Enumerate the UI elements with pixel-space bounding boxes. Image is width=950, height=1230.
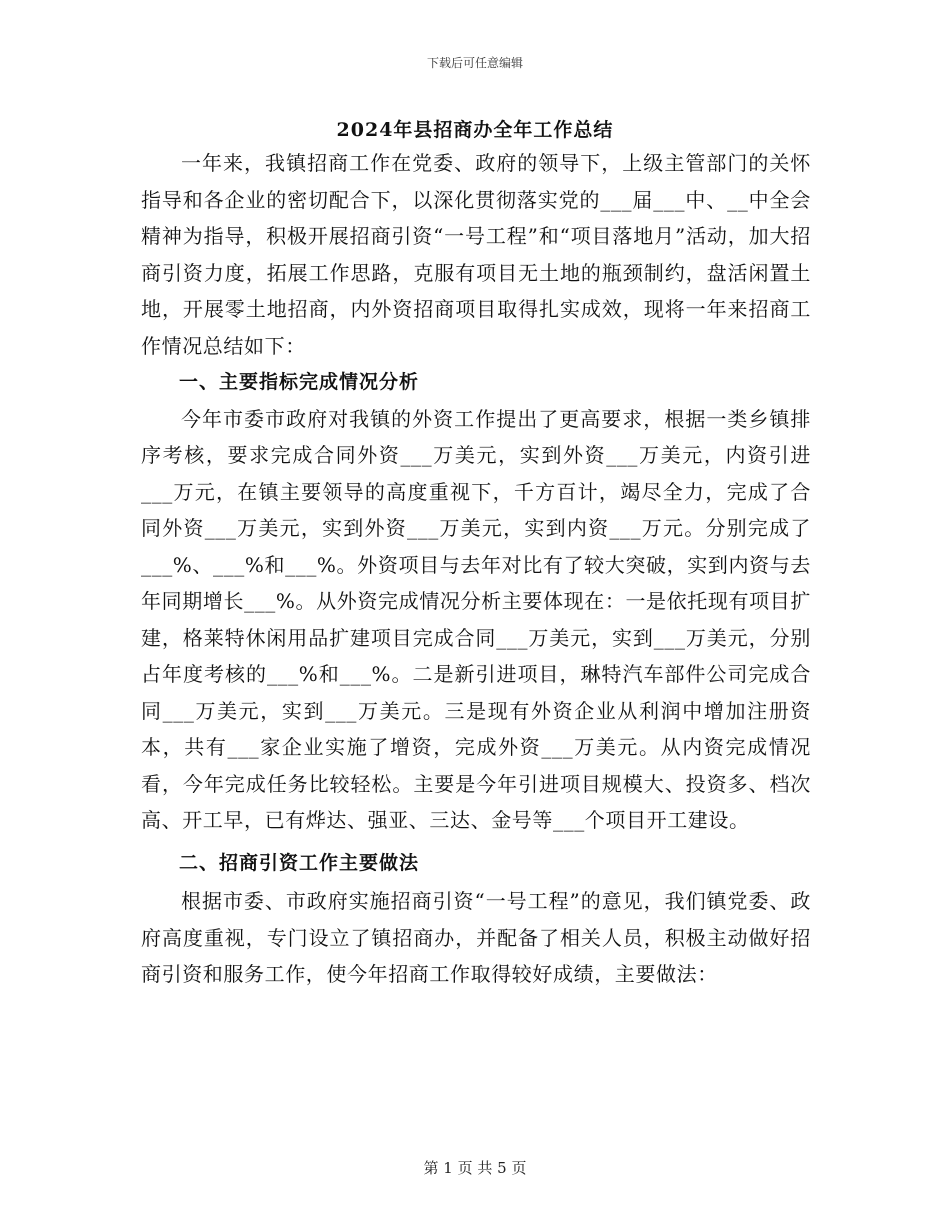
header-note: 下载后可任意编辑 — [426, 56, 523, 70]
intro-paragraph: 一年来，我镇招商工作在党委、政府的领导下，上级主管部门的关怀指导和各企业的密切配合下，以深化贯彻落实党的___届___中、__中全会精神为指导，积极开展招商引资“一号工程”和“项目落地月”活动，加大招商引资力度，拓展工作思路，克服有项目无土地的瓶颈制约，盘活闲置土地，开展零土地招商，内外资招商项目取得扎实成效，现将一年来招商工作情况总结如下： — [141, 151, 811, 358]
section-2-heading: 二、招商引资工作主要做法 — [179, 851, 420, 874]
section-2-paragraph: 根据市委、市政府实施招商引资“一号工程”的意见，我们镇党委、政府高度重视，专门设立了镇招商办，并配备了相关人员，积极主动做好招商引资和服务工作，使今年招商工作取得较好成绩，主要做法： — [141, 889, 811, 986]
document-body — [141, 145, 811, 993]
document-title: 2024年县招商办全年工作总结 — [336, 119, 614, 141]
section-1-paragraph: 今年市委市政府对我镇的外资工作提出了更高要求，根据一类乡镇排序考核，要求完成合同外资___万美元，实到外资___万美元，内资引进___万元，在镇主要领导的高度重视下，千方百计，竭尽全力，完成了合同外资___万美元，实到外资___万美元，实到内资___万元。分别完成了___%、___%和___%。外资项目与去年对比有了较大突破，实到内资与去年同期增长___%。从外资完成情况分析主要体现在：一是依托现有项目扩建，格莱特休闲用品扩建项目完成合同___万美元，实到___万美元，分别占年度考核的___%和___%。二是新引进项目，琳特汽车部件公司完成合同___万美元，实到___万美元。三是现有外资企业从利润中增加注册资本，共有___家企业实施了增资，完成外资___万美元。从内资完成情况看，今年完成任务比较轻松。主要是今年引进项目规模大、投资多、档次高、开工早，已有烨达、强亚、三达、金号等___个项目开工建设。 — [141, 406, 811, 832]
page-number: 第 1 页 共 5 页 — [423, 1159, 527, 1177]
section-1-heading: 一、主要指标完成情况分析 — [179, 371, 420, 393]
